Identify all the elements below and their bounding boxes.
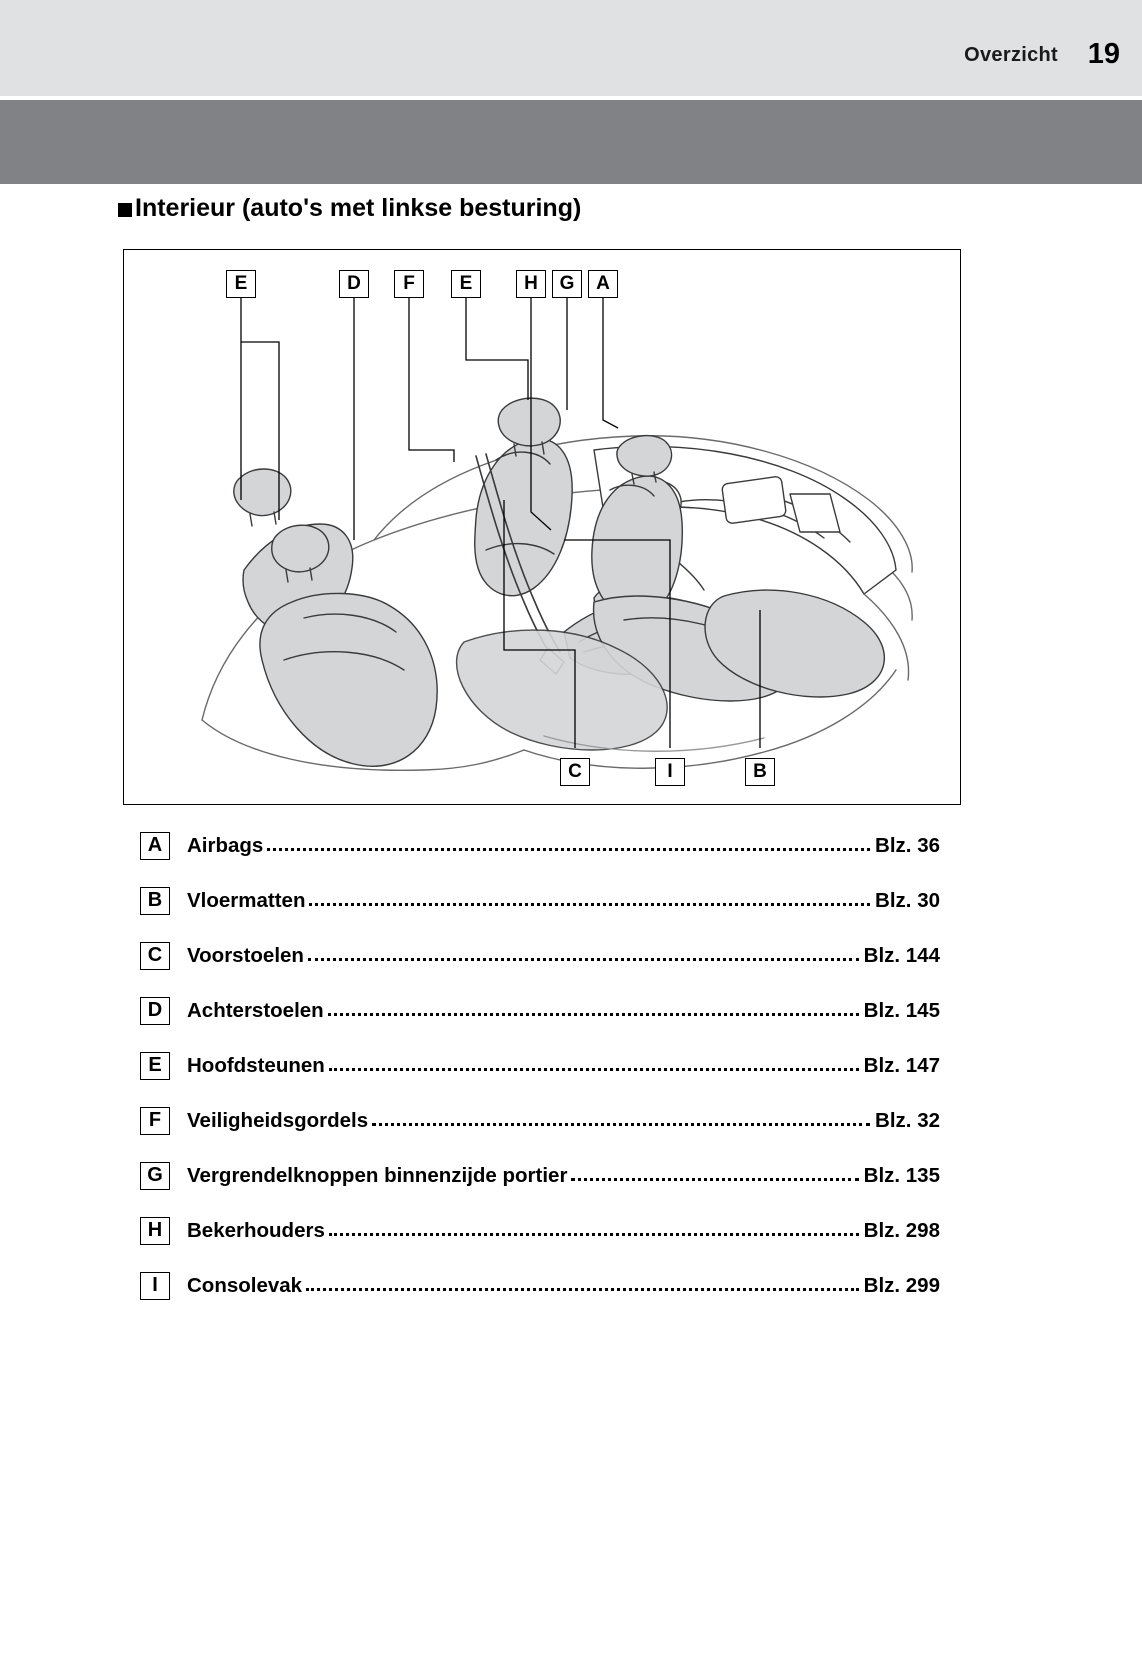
list-item[interactable] [140, 1258, 940, 1313]
legend-dots [372, 1109, 870, 1126]
legend-key-A: A [140, 832, 170, 860]
bullet-square-icon [118, 203, 132, 217]
list-item[interactable] [140, 1093, 940, 1148]
legend-dots [328, 999, 859, 1016]
callout-I: I [655, 758, 685, 786]
list-item[interactable] [140, 873, 940, 928]
legend-label-E: Hoofdsteunen [187, 1053, 325, 1077]
interior-illustration [124, 250, 962, 806]
legend-dots [306, 1274, 859, 1291]
header-section-title: Overzicht [964, 44, 1058, 66]
section-title [118, 194, 581, 223]
legend-key-E: E [140, 1052, 170, 1080]
list-item[interactable] [140, 818, 940, 873]
legend-label-F: Veiligheidsgordels [187, 1108, 369, 1132]
callout-D: D [339, 270, 369, 298]
legend-dots [309, 889, 870, 906]
callout-C: C [560, 758, 590, 786]
callout-A: A [588, 270, 618, 298]
legend-key-B: B [140, 887, 170, 915]
callout-G: G [552, 270, 582, 298]
legend-page-E: Blz. 147 [863, 1053, 940, 1077]
list-item[interactable] [140, 983, 940, 1038]
legend-dots [308, 944, 859, 961]
legend-label-H: Bekerhouders [187, 1218, 325, 1242]
list-item[interactable] [140, 1148, 940, 1203]
list-item[interactable] [140, 1038, 940, 1093]
callout-F: F [394, 270, 424, 298]
legend-label-B: Vloermatten [187, 888, 306, 912]
legend-dots [571, 1164, 858, 1181]
legend-page-F: Blz. 32 [875, 1108, 940, 1132]
callout-E-2: E [451, 270, 481, 298]
legend-page-I: Blz. 299 [863, 1273, 940, 1297]
page-number: 19 [1087, 38, 1120, 70]
legend-label-C: Voorstoelen [187, 943, 304, 967]
legend-label-A: Airbags [187, 833, 264, 857]
legend-list [140, 818, 940, 1313]
legend-key-D: D [140, 997, 170, 1025]
list-item[interactable] [140, 1203, 940, 1258]
legend-page-B: Blz. 30 [875, 888, 940, 912]
legend-key-I: I [140, 1272, 170, 1300]
legend-dots [329, 1219, 859, 1236]
legend-label-D: Achterstoelen [187, 998, 324, 1022]
interior-diagram [123, 249, 961, 805]
legend-page-G: Blz. 135 [863, 1163, 940, 1187]
legend-key-F: F [140, 1107, 170, 1135]
legend-page-A: Blz. 36 [875, 833, 940, 857]
section-title-text: Interieur (auto's met linkse besturing) [135, 194, 582, 222]
legend-key-C: C [140, 942, 170, 970]
list-item[interactable] [140, 928, 940, 983]
callout-H: H [516, 270, 546, 298]
legend-dots [267, 834, 870, 851]
legend-page-D: Blz. 145 [863, 998, 940, 1022]
header-gray-band [0, 100, 1142, 184]
legend-label-G: Vergrendelknoppen binnenzijde portier [187, 1163, 568, 1187]
callout-B: B [745, 758, 775, 786]
legend-dots [329, 1054, 859, 1071]
legend-page-C: Blz. 144 [863, 943, 940, 967]
legend-label-I: Consolevak [187, 1273, 303, 1297]
callout-E-1: E [226, 270, 256, 298]
legend-key-H: H [140, 1217, 170, 1245]
legend-key-G: G [140, 1162, 170, 1190]
legend-page-H: Blz. 298 [863, 1218, 940, 1242]
